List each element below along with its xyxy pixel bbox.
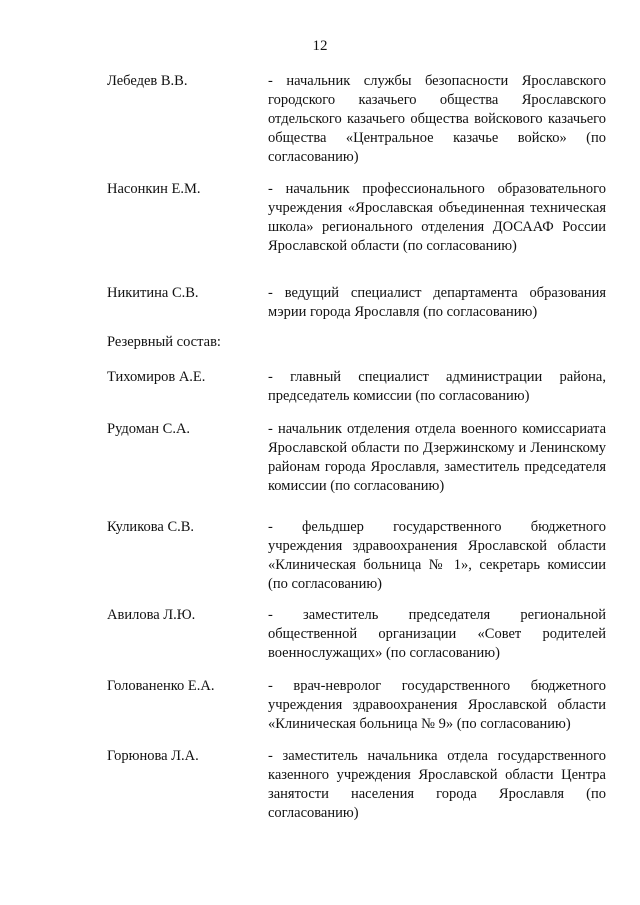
reserve-name: Тихомиров А.Е. — [107, 369, 206, 385]
member-name: Насонкин Е.М. — [107, 181, 201, 197]
member-role: - ведущий специалист департамента образования мэрии города Ярославля (по согласованию) — [268, 285, 606, 320]
reserve-heading: Резервный состав: — [107, 334, 221, 350]
reserve-role: - заместитель председателя региональной общественной организации «Совет родителей военнослужащих» (по согласованию) — [268, 607, 606, 661]
reserve-name: Рудоман С.А. — [107, 421, 191, 437]
member-name: Никитина С.В. — [107, 285, 199, 301]
reserve-role: - заместитель начальника отдела государственного казенного учреждения Ярославской области Центра занятости населения города Ярославля (по согласованию) — [268, 748, 606, 821]
reserve-name: Авилова Л.Ю. — [107, 607, 196, 623]
member-name: Лебедев В.В. — [107, 73, 188, 89]
reserve-role: - начальник отделения отдела военного комиссариата Ярославской области по Дзержинскому и Ленинскому районам города Ярославля, заместитель председателя комиссии (по согласованию) — [268, 421, 606, 494]
reserve-role: - фельдшер государственного бюджетного учреждения здравоохранения Ярославской области «Клиническая больница № 1», секретарь комиссии (по согласованию) — [268, 519, 606, 592]
reserve-role: - главный специалист администрации района, председатель комиссии (по согласованию) — [268, 369, 606, 404]
reserve-name: Куликова С.В. — [107, 519, 195, 535]
reserve-role: - врач-невролог государственного бюджетного учреждения здравоохранения Ярославской области «Клиническая больница № 9» (по согласованию) — [268, 678, 606, 732]
reserve-name: Горюнова Л.А. — [107, 748, 199, 764]
member-role: - начальник профессионального образовательного учреждения «Ярославская объединенная техническая школа» регионального отделения ДОСААФ России Ярославской области (по согласованию) — [268, 181, 606, 254]
page-number: 12 — [312, 38, 328, 54]
reserve-name: Голованенко Е.А. — [107, 678, 215, 694]
member-role: - начальник службы безопасности Ярославского городского казачьего общества Ярославского отдельского казачьего общества войскового казачьего общества «Центральное казачье войско» (по согласованию) — [268, 73, 606, 165]
